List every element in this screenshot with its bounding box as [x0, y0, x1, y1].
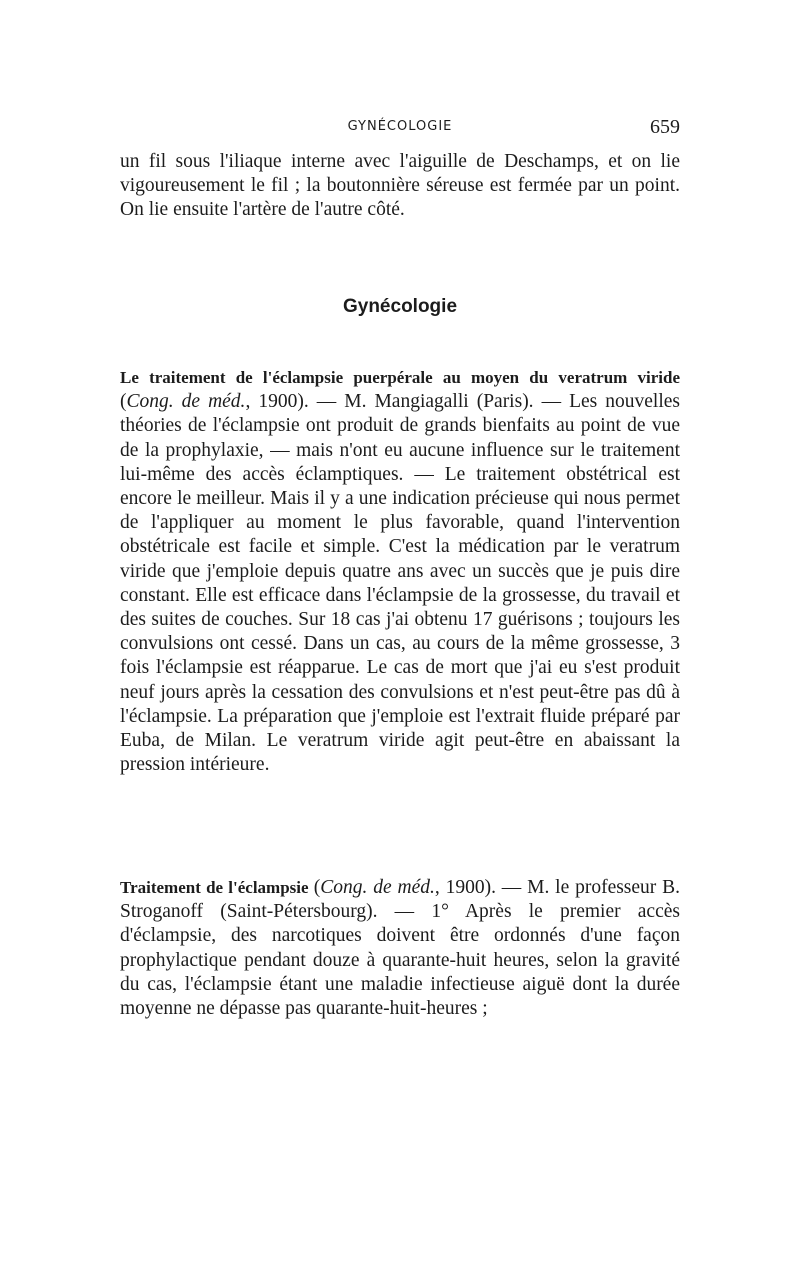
article-year: , 1900). — [434, 877, 496, 898]
article-year: , 1900). — [245, 391, 309, 413]
article-source: Cong. de méd. — [126, 391, 246, 413]
article-paragraph: Traitement de l'éclampsie (Cong. de méd., 1900). — M. le professeur B. Stroganoff (Saint-Pétersbourg). — 1° Après le premier accès d'éclampsie, des narcotiques doivent être ordonnés d'une façon prophylactique pendant douze à quarante-huit heures, selon la gravité du cas, l'éclampsie étant une maladie infectieuse aiguë dont la durée moyenne ne dépasse pas quarante-huit-heures ; — [120, 877, 681, 1020]
article-paragraph: Le traitement de l'éclampsie puerpérale au moyen du veratrum viride(Cong. de méd., 1900). — M. Mangiagalli (Paris). — Les nouvelles théories de l'éclampsie ont produit de grands bienfaits au point de vue de la prophylaxie, — mais n'ont eu aucune influence sur le traitement lui-même des accès éclamptiques. — Le traitement obstétrical est encore le meilleur. Mais il y a une indication précieuse qui nous permet de l'appliquer au moment le plus favorable, quand l'intervention obstétricale est facile et simple. C'est la médication par le veratrum viride que j'emploie depuis quatre ans avec un succès que je puis dire constant. Elle est efficace dans l'éclampsie de la grossesse, du travail et des suites de couches. Sur 18 cas j'ai obtenu 17 guérisons ; toujours les convulsions ont cessé. Dans un cas, au cours de la même grossesse, 3 fois l'éclampsie est réapparue. Le cas de mort que j'ai eu s'est produit neuf jours après la cessation des convulsions et n'est peut-être pas dû à l'éclampsie. La préparation que j'emploie est l'extrait fluide préparé par Euba, de Milan. Le veratrum viride agit peut-être en abaissant la pression intérieure. — [120, 368, 680, 776]
article-title: Traitement de l'éclampsie — [120, 878, 309, 897]
article-body: — M. Mangiagalli (Paris). — Les nouvelles théories de l'éclampsie ont produit de grands bienfaits au point de vue de la prophylaxie, — mais n'ont eu aucune influence sur le traitement lui-même des accès éclamptiques. — Le traitement obstétrical est encore le meilleur. Mais il y a une indication précieuse qui nous permet de l'appliquer au moment le plus favorable, quand l'intervention obstétricale est facile et simple. C'est la médication par le veratrum viride que j'emploie depuis quatre ans avec un succès que je puis dire constant. Elle est efficace dans l'éclampsie de la grossesse, du travail et des suites de couches. Sur 18 cas j'ai obtenu 17 guérisons ; toujours les convulsions ont cessé. Dans un cas, au cours de la même grossesse, 3 fois l'éclampsie est réapparue. Le cas de mort que j'ai eu s'est produit neuf jours après la cessation des convulsions et n'est peut-être pas dû à l'éclampsie. La préparation que j'emploie est l'extrait fluide préparé par Euba, de Milan. Le veratrum viride agit peut-être en abaissant la pression intérieure. — [120, 391, 680, 776]
continuation-paragraph: un fil sous l'iliaque interne avec l'aiguille de Deschamps, et on lie vigoureusement le fil ; la boutonnière séreuse est fermée par un point. On lie ensuite l'artère de l'autre côté. — [120, 151, 680, 221]
running-title: GYNÉCOLOGIE — [347, 119, 453, 134]
page-number: 659 — [650, 116, 680, 138]
running-head — [120, 116, 680, 138]
article-title: Le traitement de l'éclampsie puerpérale au moyen du veratrum viride — [120, 368, 680, 387]
article-source: Cong. de méd. — [320, 877, 435, 898]
article-body: — M. le professeur B. Stroganoff (Saint-Pétersbourg). — 1° Après le premier accès d'éclampsie, des narcotiques doivent être ordonnés d'une façon prophylactique pendant douze à quarante-huit heures, selon la gravité du cas, l'éclampsie étant une maladie infectieuse aiguë dont la durée moyenne ne dépasse pas quarante-huit-heures ; — [120, 877, 681, 1020]
section-heading: Gynécologie — [342, 296, 458, 317]
